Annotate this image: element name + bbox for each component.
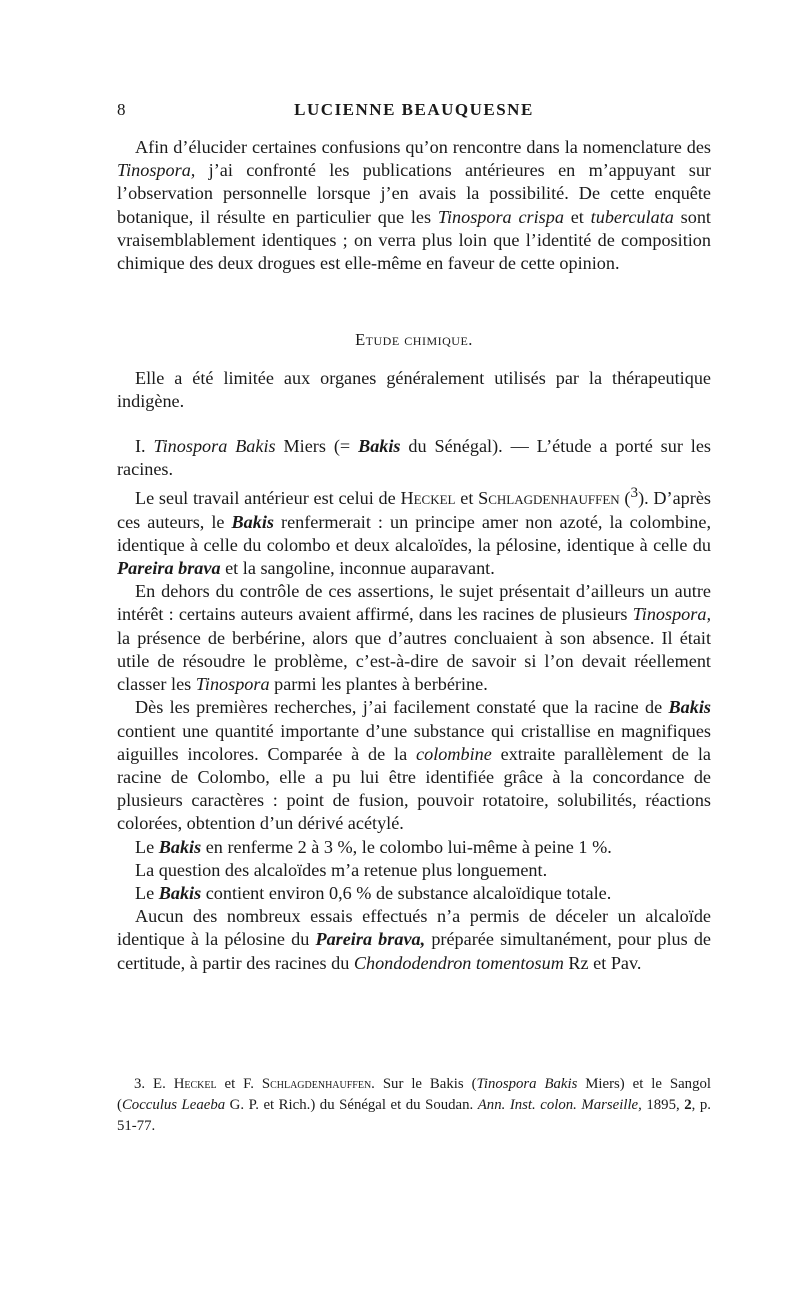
journal-name: Ann. Inst. colon. Marseille, — [477, 1097, 642, 1113]
paragraph: En dehors du contrôle de ces assertions, le sujet présentait d’ailleurs un autre intérêt : certains auteurs avaient affirmé, dans les racines de plusieurs Tinospora, la présence de berbérine, alors que d’autres concluaient à son absence. Il était utile de résoudre le problème, c’est-à-dire de savoir si l’on devait réellement classer les Tinospora parmi les plantes à berbérine. — [117, 581, 711, 695]
paragraph: La question des alcaloïdes m’a retenue plus longuement. — [135, 859, 548, 880]
author-name: Schlagdenhauffen. — [261, 1076, 375, 1092]
page-number: 8 — [117, 100, 126, 119]
paragraph: I. Tinospora Bakis Miers (= Bakis du Sénégal). — L’étude a porté sur les racines. — [117, 436, 712, 480]
taxon-name: Tinospora — [195, 674, 270, 695]
footnote-ref: 3 — [630, 484, 639, 502]
taxon-name: Tinospora crispa — [437, 206, 564, 227]
chemistry-body — [117, 435, 711, 975]
author-name: Heckel — [400, 488, 456, 509]
chemistry-intro — [117, 367, 711, 413]
taxon-name: tuberculata — [590, 206, 674, 227]
intro-paragraph — [117, 136, 711, 275]
taxon-name: Tinospora, — [117, 160, 196, 181]
paragraph: Dès les premières recherches, j’ai facilement constaté que la racine de Bakis contient une quantité importante d’une substance qui cristallise en magnifiques aiguilles incolores. Comparée à de la colombine extraite parallèlement de la racine de Colombo, elle a pu lui être identifiée grâce à la concordance de plusieurs caractères : point de fusion, pouvoir rotatoire, solubilités, réactions colorées, obtention d’un dérivé acétylé. — [117, 697, 711, 834]
taxon-name: Chondodendron tomentosum — [353, 952, 564, 973]
section-heading: Etude chimique. — [355, 330, 473, 349]
paragraph: Aucun des nombreux essais effectués n’a permis de déceler un alcaloïde identique à la pélosine du Pareira brava, préparée simultanément, pour plus de certitude, à partir des racines du Chondodendron tomentosum Rz et Pav. — [117, 906, 711, 973]
drug-name: Bakis — [231, 511, 274, 532]
drug-name: Bakis — [358, 436, 401, 456]
drug-name: Bakis — [158, 836, 202, 857]
paragraph: Le Bakis contient environ 0,6 % de substance alcaloïdique totale. — [135, 882, 612, 903]
page-header — [117, 100, 711, 124]
author-name: Heckel — [173, 1076, 217, 1092]
paragraph: Le seul travail antérieur est celui de Heckel et Schlagdenhauffen ($^3$). D’après ces auteurs, le Bakis renfermerait : un principe amer non azoté, la colombine, identique à celle du colombo et deux alcaloïdes, la pélosine, identique à celle du Pareira brava et la sangoline, inconnue auparavant. — [117, 484, 711, 579]
running-title: LUCIENNE BEAUQUESNE — [294, 100, 534, 119]
compound-name: colombine — [416, 743, 492, 764]
drug-name: Pareira brava — [117, 558, 221, 579]
drug-name: Bakis — [158, 882, 202, 903]
volume-number: 2 — [684, 1097, 692, 1113]
footnote: 3. E. Heckel et F. Schlagdenhauffen. Sur le Bakis (Tinospora Bakis Miers) et le Sangol (Cocculus Leaeba G. P. et Rich.) du Sénégal et du Soudan. Ann. Inst. colon. Marseille, 1895, 2, p. 51-77. — [117, 1076, 711, 1134]
paragraph: Afin d’élucider certaines confusions qu’on rencontre dans la nomenclature des Tinospora, j’ai confronté les publications antérieures en m’appuyant sur l’observation personnelle lorsque j’en avais la possibilité. De cette enquête botanique, il résulte en particulier que les Tinospora crispa et tuberculata sont vraisemblablement identiques ; on verra plus loin que l’identité de composition chimique des deux drogues est elle-même en faveur de cette opinion. — [117, 137, 711, 274]
taxon-name: Tinospora Bakis — [476, 1076, 578, 1092]
taxon-name: Tinospora Bakis — [153, 436, 276, 456]
paragraph: Elle a été limitée aux organes généralement utilisés par la thérapeutique indigène. — [117, 368, 711, 412]
paragraph: Le Bakis en renferme 2 à 3 %, le colombo lui-même à peine 1 %. — [135, 836, 612, 857]
drug-name: Bakis — [668, 697, 711, 718]
taxon-name: Cocculus Leaeba — [121, 1097, 226, 1113]
author-name: Schlagdenhauffen — [478, 488, 620, 509]
taxon-name: Tinospora, — [632, 604, 711, 625]
drug-name: Pareira brava, — [315, 929, 426, 950]
